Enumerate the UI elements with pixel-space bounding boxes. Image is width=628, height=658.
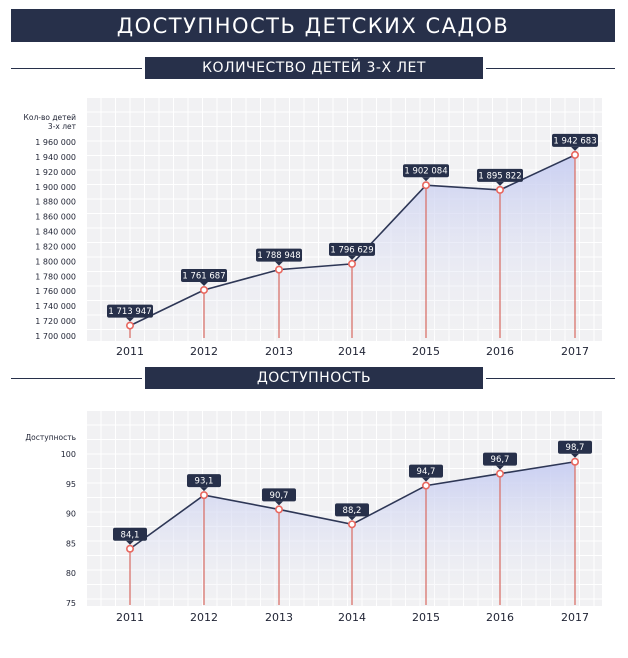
data-label-text: 1 796 629 xyxy=(330,245,374,256)
x-tick-label: 2017 xyxy=(561,345,589,358)
y-tick-label: 1 740 000 xyxy=(35,302,76,312)
y-tick-label: 1 860 000 xyxy=(35,212,76,222)
y-tick-label: 95 xyxy=(65,479,76,489)
x-tick-label: 2016 xyxy=(486,345,514,358)
y-tick-label: 1 960 000 xyxy=(35,138,76,147)
y-tick-label: 80 xyxy=(65,569,76,579)
y-tick-label: 1 800 000 xyxy=(35,257,76,267)
x-tick-label: 2011 xyxy=(116,611,144,624)
data-label-pointer xyxy=(422,478,430,482)
data-point xyxy=(349,521,355,527)
data-label-pointer xyxy=(275,501,283,505)
data-label-pointer xyxy=(126,541,134,545)
x-tick-label: 2017 xyxy=(561,611,589,624)
data-label-text: 1 895 822 xyxy=(478,171,522,182)
y-tick-label: 1 840 000 xyxy=(35,227,76,237)
x-tick-label: 2013 xyxy=(265,611,293,624)
data-label-text: 1 942 683 xyxy=(553,136,597,147)
y-tick-label: 1 720 000 xyxy=(35,317,76,327)
y-axis-label: 3-х лет xyxy=(47,122,76,131)
data-point xyxy=(572,459,578,465)
data-label-pointer xyxy=(571,454,579,458)
data-point xyxy=(127,546,133,552)
section-title-availability-text: ДОСТУПНОСТЬ xyxy=(256,370,372,386)
y-tick-label: 1 760 000 xyxy=(35,287,76,297)
y-tick-label: 90 xyxy=(65,509,76,519)
data-label-text: 90,7 xyxy=(269,490,289,501)
data-label-text: 1 761 687 xyxy=(182,271,226,282)
x-tick-label: 2016 xyxy=(486,611,514,624)
x-tick-label: 2011 xyxy=(116,345,144,358)
y-axis-label: Кол-во детей xyxy=(23,113,76,122)
y-tick-label: 1 820 000 xyxy=(35,242,76,252)
data-label xyxy=(558,441,592,458)
data-label-text: 93,1 xyxy=(194,476,214,487)
y-tick-label: 100 xyxy=(60,450,76,459)
y-tick-label: 85 xyxy=(65,539,76,549)
section-title-children-text: КОЛИЧЕСТВО ДЕТЕЙ 3-Х ЛЕТ xyxy=(202,60,426,76)
data-label-text: 1 713 947 xyxy=(108,307,152,318)
data-label-text: 98,7 xyxy=(565,443,585,454)
x-tick-label: 2015 xyxy=(412,611,440,624)
data-label xyxy=(262,488,296,505)
y-axis-label: Доступность xyxy=(25,433,76,442)
y-tick-label: 1 920 000 xyxy=(35,167,76,177)
y-tick-label: 1 700 000 xyxy=(35,332,76,341)
data-label-pointer xyxy=(496,466,504,470)
data-label xyxy=(483,453,517,470)
data-label xyxy=(409,465,443,482)
y-tick-label: 1 780 000 xyxy=(35,272,76,282)
y-tick-label: 1 880 000 xyxy=(35,197,76,207)
data-label-pointer xyxy=(200,487,208,491)
data-label xyxy=(187,474,221,491)
data-label-pointer xyxy=(348,516,356,520)
data-point xyxy=(276,506,282,512)
y-tick-label: 75 xyxy=(65,599,76,608)
data-label-text: 1 902 084 xyxy=(404,166,448,177)
data-label-text: 1 788 948 xyxy=(257,251,301,262)
data-label-text: 84,1 xyxy=(120,530,140,541)
x-tick-label: 2015 xyxy=(412,345,440,358)
data-point xyxy=(497,470,503,476)
x-tick-label: 2012 xyxy=(190,611,218,624)
x-tick-label: 2014 xyxy=(338,345,366,358)
x-tick-label: 2014 xyxy=(338,611,366,624)
data-label-text: 88,2 xyxy=(342,505,362,516)
data-point xyxy=(201,492,207,498)
data-label-text: 96,7 xyxy=(490,455,510,466)
data-point xyxy=(423,482,429,488)
y-tick-label: 1 900 000 xyxy=(35,182,76,192)
data-label-text: 94,7 xyxy=(416,467,436,478)
x-tick-label: 2013 xyxy=(265,345,293,358)
y-tick-label: 1 940 000 xyxy=(35,152,76,162)
main-title-text: ДОСТУПНОСТЬ ДЕТСКИХ САДОВ xyxy=(116,13,510,38)
x-tick-label: 2012 xyxy=(190,345,218,358)
